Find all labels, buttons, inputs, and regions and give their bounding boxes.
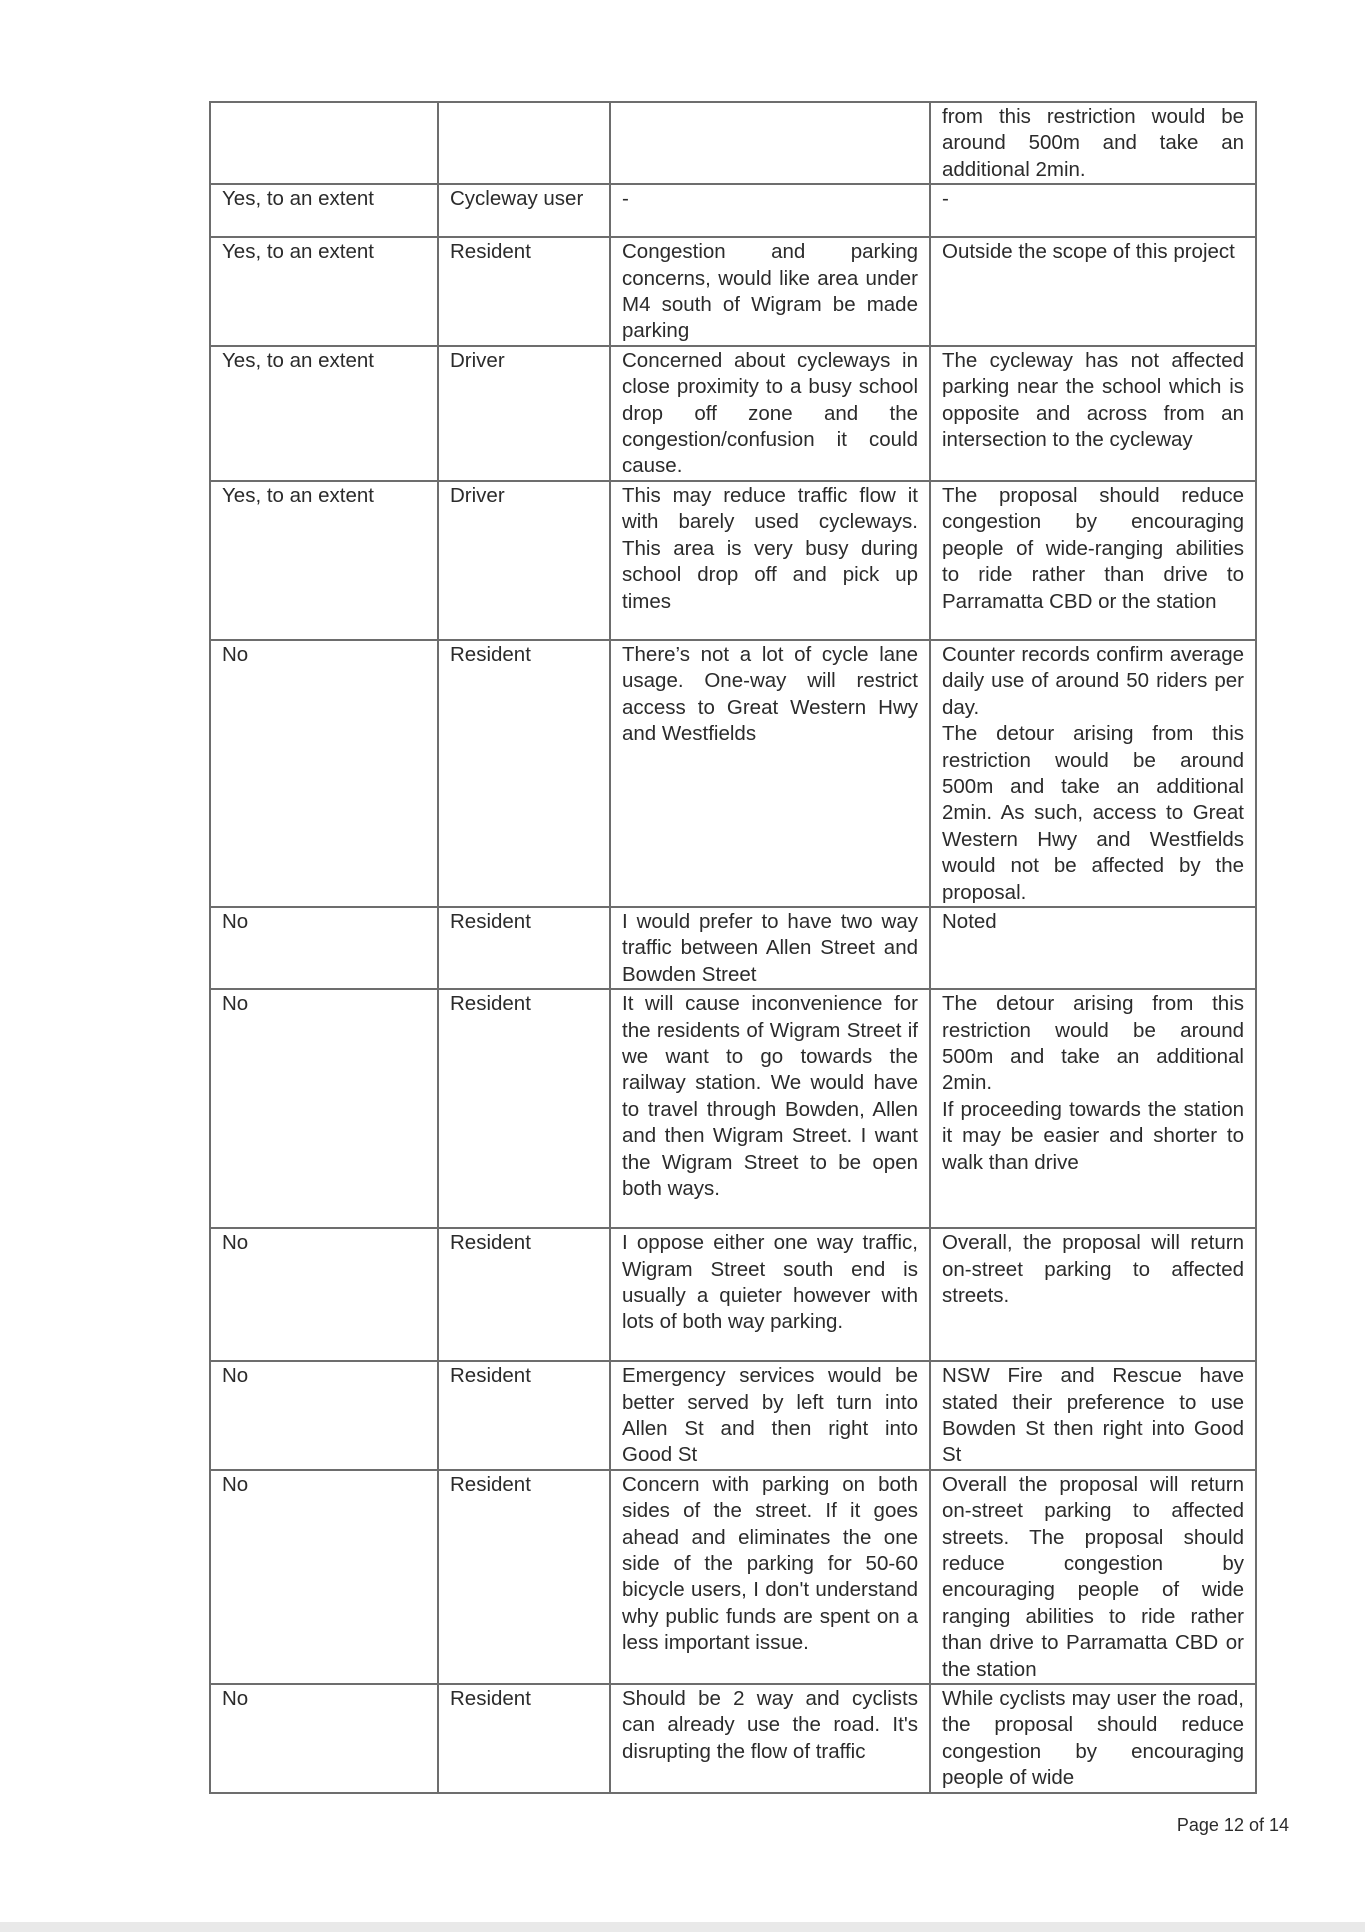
comment-cell: Concern with parking on both sides of the street. If it goes ahead and eliminates the one side of the parking for 50-60 bicycle users, I don't understand why public funds are spent on a less important issue. bbox=[610, 1470, 930, 1684]
respondent-type-cell: Resident bbox=[438, 1684, 610, 1793]
respondent-type-cell: Resident bbox=[438, 640, 610, 907]
response-cell: - bbox=[930, 184, 1256, 237]
comment-cell: I would prefer to have two way traffic between Allen Street and Bowden Street bbox=[610, 907, 930, 989]
table-row bbox=[210, 907, 1256, 989]
table-row bbox=[210, 346, 1256, 481]
response-cell: The cycleway has not affected parking near the school which is opposite and across from an intersection to the cycleway bbox=[930, 346, 1256, 481]
respondent-type-cell: Driver bbox=[438, 481, 610, 640]
page-number: Page 12 of 14 bbox=[1176, 1815, 1289, 1835]
support-cell: No bbox=[210, 640, 438, 907]
response-cell bbox=[930, 640, 1256, 907]
support-cell: No bbox=[210, 989, 438, 1228]
table-row bbox=[210, 1684, 1256, 1793]
comment-cell: I oppose either one way traffic, Wigram Street south end is usually a quieter however with lots of both way parking. bbox=[610, 1228, 930, 1361]
comment-cell: This may reduce traffic flow it with barely used cycleways. This area is very busy during school drop off and pick up times bbox=[610, 481, 930, 640]
table-row bbox=[210, 1361, 1256, 1470]
respondent-type-cell: Resident bbox=[438, 237, 610, 346]
response-cell: from this restriction would be around 500m and take an additional 2min. bbox=[930, 102, 1256, 184]
response-paragraph: The detour arising from this restriction would be around 500m and take an additional 2min. As such, access to Great Western Hwy and Westfields would not be affected by the proposal. bbox=[942, 722, 1244, 904]
table-row bbox=[210, 237, 1256, 346]
response-paragraph: The detour arising from this restriction would be around 500m and take an additional 2min. bbox=[942, 992, 1244, 1095]
response-cell: Noted bbox=[930, 907, 1256, 989]
response-paragraph: Counter records confirm average daily use of around 50 riders per day. bbox=[942, 642, 1244, 719]
respondent-type-cell: Resident bbox=[438, 1470, 610, 1684]
respondent-type-cell: Resident bbox=[438, 1361, 610, 1470]
table-row bbox=[210, 640, 1256, 907]
table-row bbox=[210, 1470, 1256, 1684]
table-row bbox=[210, 184, 1256, 237]
respondent-type-cell: Driver bbox=[438, 346, 610, 481]
feedback-table bbox=[209, 101, 1257, 1794]
support-cell bbox=[210, 102, 438, 184]
respondent-type-cell bbox=[438, 102, 610, 184]
respondent-type-cell: Cycleway user bbox=[438, 184, 610, 237]
response-cell: Overall the proposal will return on-street parking to affected streets. The proposal should reduce congestion by encouraging people of wide ranging abilities to ride rather than drive to Parramatta CBD or the station bbox=[930, 1470, 1256, 1684]
support-cell: No bbox=[210, 1228, 438, 1361]
response-cell: Overall, the proposal will return on-street parking to affected streets. bbox=[930, 1228, 1256, 1361]
support-cell: Yes, to an extent bbox=[210, 184, 438, 237]
table-row bbox=[210, 102, 1256, 184]
support-cell: Yes, to an extent bbox=[210, 237, 438, 346]
response-cell: NSW Fire and Rescue have stated their preference to use Bowden St then right into Good St bbox=[930, 1361, 1256, 1470]
table-row bbox=[210, 1228, 1256, 1361]
response-cell: While cyclists may user the road, the proposal should reduce congestion by encouraging people of wide bbox=[930, 1684, 1256, 1793]
respondent-type-cell: Resident bbox=[438, 907, 610, 989]
comment-cell bbox=[610, 102, 930, 184]
comment-cell: There’s not a lot of cycle lane usage. One-way will restrict access to Great Western Hwy and Westfields bbox=[610, 640, 930, 907]
table-row bbox=[210, 989, 1256, 1228]
comment-cell: It will cause inconvenience for the residents of Wigram Street if we want to go towards the railway station. We would have to travel through Bowden, Allen and then Wigram Street. I want the Wigram Street to be open both ways. bbox=[610, 989, 930, 1228]
support-cell: Yes, to an extent bbox=[210, 346, 438, 481]
page-bottom-edge bbox=[0, 1922, 1365, 1932]
comment-cell: Should be 2 way and cyclists can already use the road. It's disrupting the flow of traffic bbox=[610, 1684, 930, 1793]
respondent-type-cell: Resident bbox=[438, 1228, 610, 1361]
respondent-type-cell: Resident bbox=[438, 989, 610, 1228]
support-cell: No bbox=[210, 907, 438, 989]
response-cell: The proposal should reduce congestion by encouraging people of wide-ranging abilities to ride rather than drive to Parramatta CBD or the station bbox=[930, 481, 1256, 640]
comment-cell: - bbox=[610, 184, 930, 237]
response-paragraph: If proceeding towards the station it may be easier and shorter to walk than drive bbox=[942, 1097, 1244, 1174]
support-cell: No bbox=[210, 1470, 438, 1684]
response-cell: Outside the scope of this project bbox=[930, 237, 1256, 346]
support-cell: Yes, to an extent bbox=[210, 481, 438, 640]
response-cell bbox=[930, 989, 1256, 1228]
support-cell: No bbox=[210, 1361, 438, 1470]
comment-cell: Congestion and parking concerns, would like area under M4 south of Wigram be made parking bbox=[610, 237, 930, 346]
comment-cell: Emergency services would be better served by left turn into Allen St and then right into Good St bbox=[610, 1361, 930, 1470]
support-cell: No bbox=[210, 1684, 438, 1793]
table-row bbox=[210, 481, 1256, 640]
comment-cell: Concerned about cycleways in close proximity to a busy school drop off zone and the congestion/confusion it could cause. bbox=[610, 346, 930, 481]
